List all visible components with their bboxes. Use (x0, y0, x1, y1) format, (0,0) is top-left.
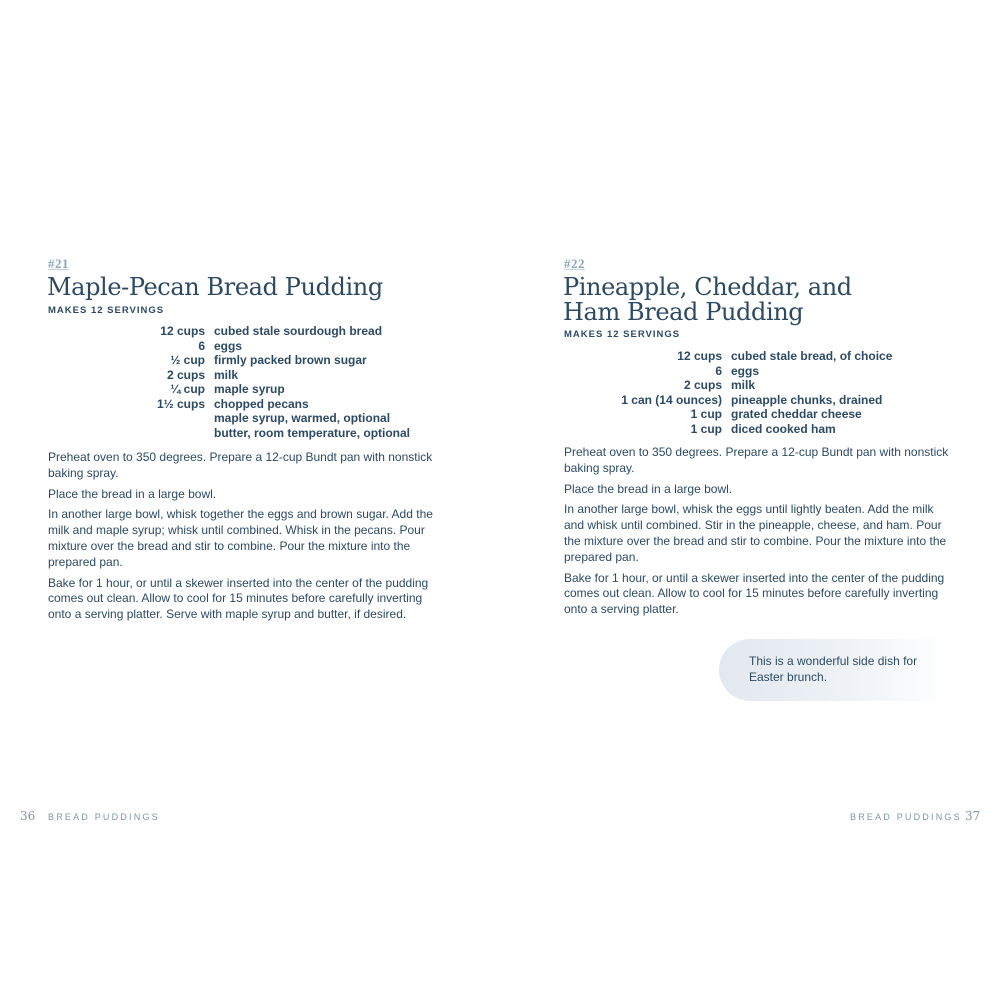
ingredient-quantity: 1 cup (690, 407, 722, 421)
method-step: Bake for 1 hour, or until a skewer inserted into the center of the pudding comes out clean. Allow to cool for 15 minutes before carefully inverting onto a serving platter. (564, 570, 945, 617)
ingredient-row (48, 411, 410, 426)
ingredient-quantity (48, 426, 214, 441)
ingredient-quantity: ½ cup (170, 353, 205, 367)
ingredient-quantity: 1 can (14 ounces) (621, 392, 722, 407)
ingredient-row (48, 339, 410, 354)
ingredient-name: eggs (731, 363, 760, 378)
ingredient-name: firmly packed brown sugar (214, 353, 367, 367)
ingredient-row (48, 368, 410, 383)
recipe-number: #22 (564, 256, 585, 271)
ingredient-list (564, 349, 892, 436)
method-text (48, 450, 440, 628)
servings-label: MAKES 12 SERVINGS (564, 329, 681, 340)
tip-callout (719, 639, 949, 701)
ingredient-name: diced cooked ham (731, 421, 836, 436)
ingredient-name: chopped pecans (214, 396, 309, 411)
method-text (564, 445, 956, 623)
ingredient-row (564, 378, 892, 393)
recipe-number: #21 (48, 256, 69, 271)
tip-text: This is a wonderful side dish for Easter brunch. (749, 654, 918, 684)
section-label: BREAD PUDDINGS (48, 812, 160, 822)
ingredient-row (48, 353, 410, 368)
ingredient-list (48, 324, 410, 440)
ingredient-row (564, 422, 892, 437)
ingredient-name: maple syrup (214, 382, 285, 396)
ingredient-row (48, 324, 410, 339)
ingredient-row (48, 382, 410, 397)
ingredient-name: cubed stale bread, of choice (731, 349, 893, 363)
ingredient-quantity: 12 cups (677, 349, 722, 363)
recipe-title: Maple-Pecan Bread Pudding (47, 273, 383, 301)
method-step: Place the bread in a large bowl. (48, 486, 217, 501)
ingredient-name: maple syrup, warmed, optional (214, 411, 391, 425)
ingredient-row (48, 397, 410, 412)
ingredient-quantity: 1½ cups (156, 396, 205, 411)
page-number: 36 (20, 809, 36, 823)
right-page (500, 0, 1000, 1000)
ingredient-name: butter, room temperature, optional (214, 425, 411, 440)
ingredient-quantity: ¼ cup (170, 382, 205, 396)
page-number: 37 (965, 809, 981, 823)
method-step: In another large bowl, whisk the eggs until lightly beaten. Add the milk and whisk until combined. Stir in the pineapple, cheese, and ham. Pour the mixture over the bread and stir to combine. Pour the mixture into the prepared pan. (564, 502, 947, 564)
method-step: In another large bowl, whisk together the eggs and brown sugar. Add the milk and maple syrup; whisk until combined. Whisk in the pecans. Pour mixture over the bread and stir to combine. Pour the mixture into the prepared pan. (48, 507, 433, 569)
method-step: Place the bread in a large bowl. (564, 481, 733, 496)
ingredient-quantity: 6 (198, 338, 205, 353)
ingredient-quantity: 6 (715, 363, 722, 378)
ingredient-name: milk (731, 378, 756, 392)
ingredient-name: eggs (214, 338, 243, 353)
ingredient-quantity: 1 cup (690, 421, 722, 436)
ingredient-quantity: 2 cups (683, 378, 722, 392)
ingredient-row (564, 407, 892, 422)
method-step: Preheat oven to 350 degrees. Prepare a 12-cup Bundt pan with nonstick baking spray. (564, 445, 949, 475)
ingredient-quantity: 2 cups (166, 367, 205, 382)
ingredient-name: pineapple chunks, drained (731, 392, 883, 407)
ingredient-name: grated cheddar cheese (731, 407, 862, 421)
ingredient-row (564, 393, 892, 408)
ingredient-row (564, 364, 892, 379)
method-step: Bake for 1 hour, or until a skewer inserted into the center of the pudding comes out clean. Allow to cool for 15 minutes before carefully inverting onto a serving platter. Serve with maple syrup and butter, if desired. (48, 575, 429, 622)
ingredient-name: cubed stale sourdough bread (214, 324, 383, 338)
recipe-title: Pineapple, Cheddar, and Ham Bread Pudding (563, 273, 852, 326)
section-label: BREAD PUDDINGS (850, 812, 962, 822)
ingredient-quantity (48, 411, 214, 426)
ingredient-row (564, 349, 892, 364)
ingredient-name: milk (214, 367, 239, 382)
servings-label: MAKES 12 SERVINGS (48, 305, 165, 316)
ingredient-quantity: 12 cups (160, 324, 205, 338)
method-step: Preheat oven to 350 degrees. Prepare a 12-cup Bundt pan with nonstick baking spray. (48, 450, 433, 480)
ingredient-row (48, 426, 410, 441)
